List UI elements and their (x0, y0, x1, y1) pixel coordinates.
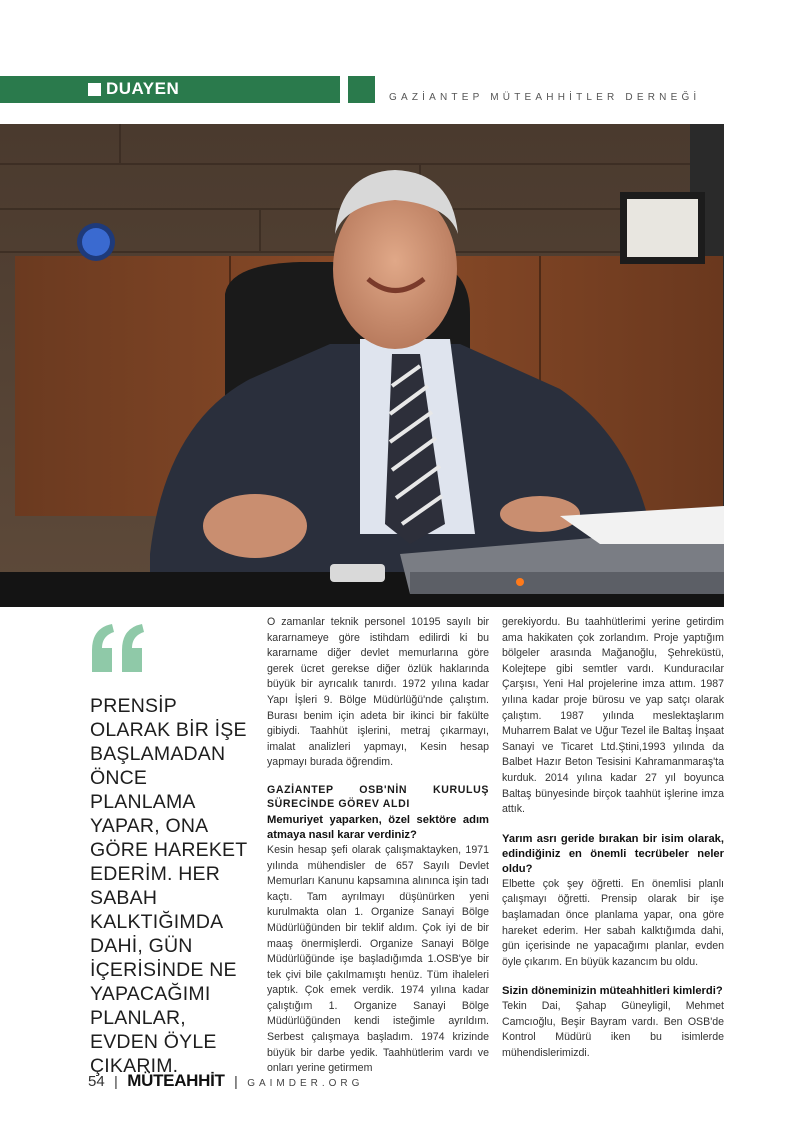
band-accent-block (348, 76, 375, 103)
quote-mark-icon (88, 620, 148, 680)
interview-question: Sizin döneminizin müteahhitleri kimlerdi? (502, 985, 723, 998)
article-column-1 (267, 615, 489, 1077)
footer-separator: | (114, 1073, 118, 1089)
portrait-illustration (0, 124, 724, 607)
section-square-icon (88, 83, 101, 96)
magazine-name: MÜTEAHHİT (127, 1071, 225, 1090)
page-footer (88, 1071, 363, 1093)
association-name: GAZİANTEP MÜTEAHHİTLER DERNEĞİ (389, 92, 701, 103)
article-paragraph: Elbette çok şey öğretti. En önemlisi planlı çalışmayı öğretti. Prensip olarak bir işe başlamadan önce planlama yapar, ona göre hareket ederim. Her sabah kalktığımda dahi, gün içerisinde ne yapacağımı planlar, evden öyle çıkarım. En büyük kazancım bu oldu. (502, 877, 724, 968)
article-column-2 (502, 615, 724, 1062)
website-address: GAIMDER.ORG (247, 1078, 364, 1089)
portrait-photo (0, 124, 724, 607)
page-number: 54 (88, 1073, 105, 1090)
interview-question: Memuriyet yaparken, özel sektöre adım atmaya nasıl karar verdiniz? (267, 813, 489, 841)
interview-question: Yarım asrı geride bırakan bir isim olarak, edindiğiniz en önemli tecrübeler neler oldu? (502, 832, 724, 875)
article-paragraph: Tekin Dai, Şahap Güneyligil, Mehmet Camcıoğlu, Beşir Bayram vardı. Ben OSB'de Kontrol Müdürü iken bu isimlerde mühendislerimizdi. (502, 1000, 724, 1060)
pull-quote: PRENSİP OLARAK BİR İŞE BAŞLAMADAN ÖNCE PLANLAMA YAPAR, ONA GÖRE HAREKET EDERİM. HER SABAH KALKTIĞIMDA DAHİ, GÜN İÇERİSİNDE NE YAPACAĞIMI PLANLAR, EVDEN ÖYLE ÇIKARIM. (90, 695, 247, 1077)
article-paragraph: O zamanlar teknik personel 10195 sayılı bir kararnameye göre istihdam edilirdi ki bu kararname diğer devlet memurlarına göre gerek ücret gerekse diğer özlük haklarında büyük bir ayrıcalık tanırdı. 1972 yılına kadar Yapı İşleri 9. Bölge Müdürlüğü'nde çalıştım. Burası benim için adeta bir ikinci bir fakülte gibiydi. Taahhüt işlerini, metraj çıkarmayı, imalat analizleri yapmayı, Kesin hesap yapmayı burada öğrendim. (267, 616, 489, 769)
article-subheading: GAZİANTEP OSB'NİN KURULUŞ SÜRECİNDE GÖREV ALDI (267, 783, 489, 810)
section-label: DUAYEN (106, 79, 180, 98)
article-paragraph-continued: gerekiyordu. Bu taahhütlerimi yerine getirdim ama hakikaten çok zorlandım. Proje yaptığım bölgeler arasında Mağanoğlu, Şehreküstü, Kolejtepe gibi semtler vardı. Kunduracılar Çarşısı, Yeni Hal projelerine imza attım. 1987 yılına kadar proje bürosu ve yap satçı olarak çalıştım. 1987 yılında meslektaşlarım Muharrem Balat ve Uğur Tezel ile Baltaş İnşaat Sanayi ve Ticaret Ltd.Ştini,1993 yılında da Balbet Hazır Beton Tesisini Kahramanmaraş'ta kurduk. 2014 yılına kadar 27 yıl boyunca Baltaş bünyesinde birçok taahhüt işlerine imza attık. (502, 616, 724, 816)
footer-separator: | (234, 1073, 238, 1089)
article-paragraph: Kesin hesap şefi olarak çalışmaktayken, 1971 yılında mühendisler de 657 Sayılı Devlet Memurları Kanunu kapsamına alınınca işin tadı kaçtı. Tam ayrılmayı düşünürken yeni kurulmakta olan 1. Organize Sanayi Bölge Müdürlüğünden bir teklif aldım. Çok iyi de bir maaş önermişlerdi. Organize Sanayi Bölge Müdürlüğünde işe başladığımda 1.OSB'ye bir tek çivi bile çakılmamıştı henüz. Tüm ihaleleri yaptık. Çok emek verdik. 1974 yılına kadar çalıştığım 1. Organize Sanayi Bölge Müdürlüğünden kendi isteğimle ayrıldım. Serbest çalışmaya başladım. 1974 krizinde büyük bir darbe yedik. Taahhütlerim vardı ve onları yerine getirmem (267, 843, 489, 1075)
